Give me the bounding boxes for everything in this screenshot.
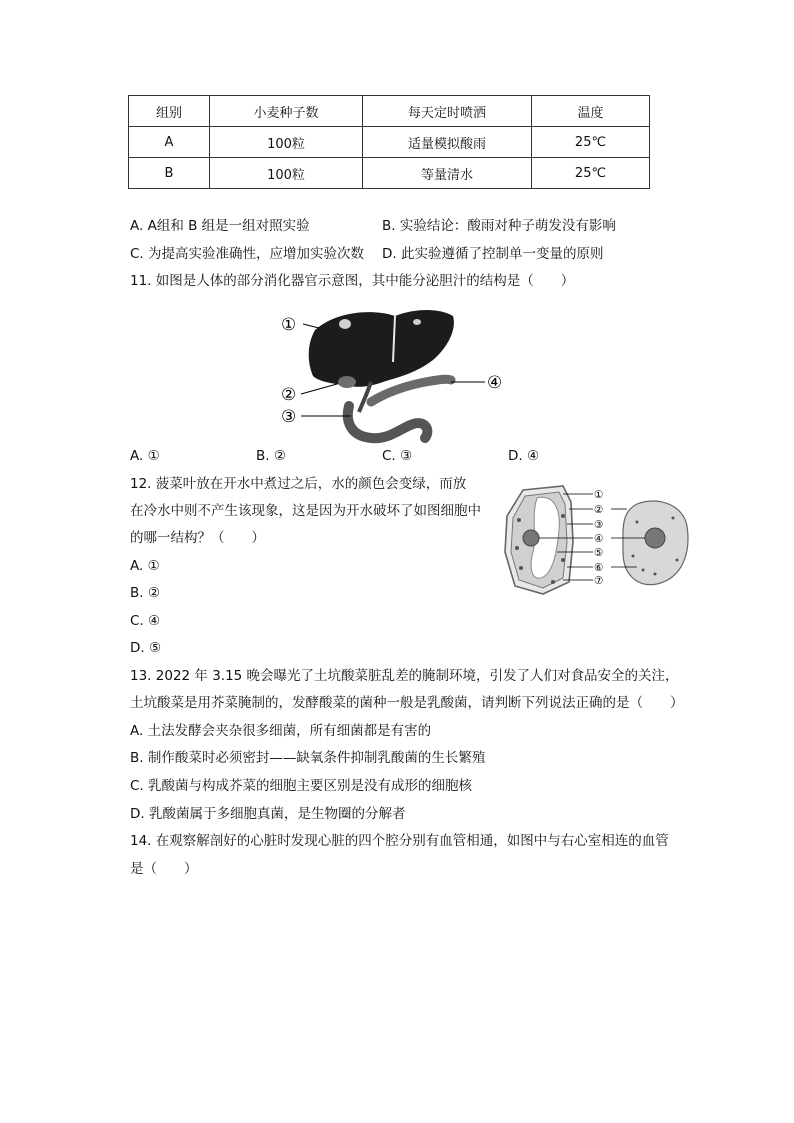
- q12-stem-line3: 的哪一结构？（ ）: [130, 530, 265, 546]
- q10-option-d: D. 此实验遵循了控制单一变量的原则: [382, 246, 604, 262]
- q11-option-b: B. ②: [256, 448, 286, 464]
- q10-option-a: A. A组和 B 组是一组对照实验: [130, 218, 310, 234]
- experiment-table: [128, 95, 650, 189]
- cell-label-7: ⑦: [594, 575, 604, 587]
- cell-label-3: ③: [594, 519, 604, 531]
- table-header-cell: 每天定时喷洒: [363, 96, 532, 127]
- figure-label-3: ③: [281, 407, 297, 427]
- q12-stem-line2: 在冷水中则不产生该现象，这是因为开水破坏了如图细胞中: [130, 503, 481, 519]
- cell-label-2: ②: [594, 504, 604, 516]
- figure-label-4: ④: [487, 373, 503, 393]
- plant-animal-cell-figure: [497, 482, 697, 600]
- q13-stem-line1: 13. 2022 年 3.15 晚会曝光了土坑酸菜脏乱差的腌制环境，引发了人们对食品安全的关注，: [130, 668, 679, 684]
- table-header-cell: 小麦种子数: [210, 96, 363, 127]
- figure-label-1: ①: [281, 315, 297, 335]
- gallbladder-shape: [338, 376, 356, 388]
- pancreas-shape: [371, 379, 451, 402]
- q13-option-a: A. 土法发酵会夹杂很多细菌，所有细菌都是有害的: [130, 723, 432, 739]
- table-cell: 100粒: [210, 127, 363, 158]
- table-cell: B: [129, 158, 210, 189]
- table-cell: 25℃: [532, 127, 650, 158]
- q14-stem-line1: 14. 在观察解剖好的心脏时发现心脏的四个腔分别有血管相通，如图中与右心室相连的血管: [130, 833, 669, 849]
- q13-option-c: C. 乳酸菌与构成芥菜的细胞主要区别是没有成形的细胞核: [130, 778, 473, 794]
- q13-option-b: B. 制作酸菜时必须密封——缺氧条件抑制乳酸菌的生长繁殖: [130, 750, 486, 766]
- table-row: [129, 127, 650, 158]
- figure-label-2: ②: [281, 385, 297, 405]
- table-header-cell: 组别: [129, 96, 210, 127]
- cell-label-6: ⑥: [594, 562, 604, 574]
- q13-option-d: D. 乳酸菌属于多细胞真菌，是生物圈的分解者: [130, 806, 406, 822]
- q12-option-b: B. ②: [130, 585, 160, 601]
- q12-option-c: C. ④: [130, 613, 161, 629]
- q14-stem-line2: 是（ ）: [130, 861, 198, 877]
- table-header-cell: 温度: [532, 96, 650, 127]
- cell-label-5: ⑤: [594, 547, 604, 559]
- q11-option-c: C. ③: [382, 448, 413, 464]
- q11-option-d: D. ④: [508, 448, 540, 464]
- q12-option-d: D. ⑤: [130, 640, 162, 656]
- cell-label-4: ④: [594, 533, 604, 545]
- q10-option-b: B. 实验结论：酸雨对种子萌发没有影响: [382, 218, 616, 234]
- table-cell: 等量清水: [363, 158, 532, 189]
- table-header-row: [129, 96, 650, 127]
- q12-stem-line1: 12. 菠菜叶放在开水中煮过之后，水的颜色会变绿，而放: [130, 476, 467, 492]
- q12-option-a: A. ①: [130, 558, 160, 574]
- q13-stem-line2: 土坑酸菜是用芥菜腌制的，发酵酸菜的菌种一般是乳酸菌，请判断下列说法正确的是（ ）: [130, 695, 684, 711]
- table-cell: 适量模拟酸雨: [363, 127, 532, 158]
- animal-nucleus: [645, 528, 665, 548]
- table-cell: 100粒: [210, 158, 363, 189]
- table-cell: A: [129, 127, 210, 158]
- liver-shape: [309, 310, 454, 387]
- table-cell: 25℃: [532, 158, 650, 189]
- digestive-organs-figure: [275, 302, 525, 444]
- plant-nucleus: [523, 530, 539, 546]
- q11-option-a: A. ①: [130, 448, 160, 464]
- cell-label-1: ①: [594, 489, 604, 501]
- q10-option-c: C. 为提高实验准确性，应增加实验次数: [130, 246, 365, 262]
- q11-stem: 11. 如图是人体的部分消化器官示意图，其中能分泌胆汁的结构是（ ）: [130, 273, 575, 289]
- table-row: [129, 158, 650, 189]
